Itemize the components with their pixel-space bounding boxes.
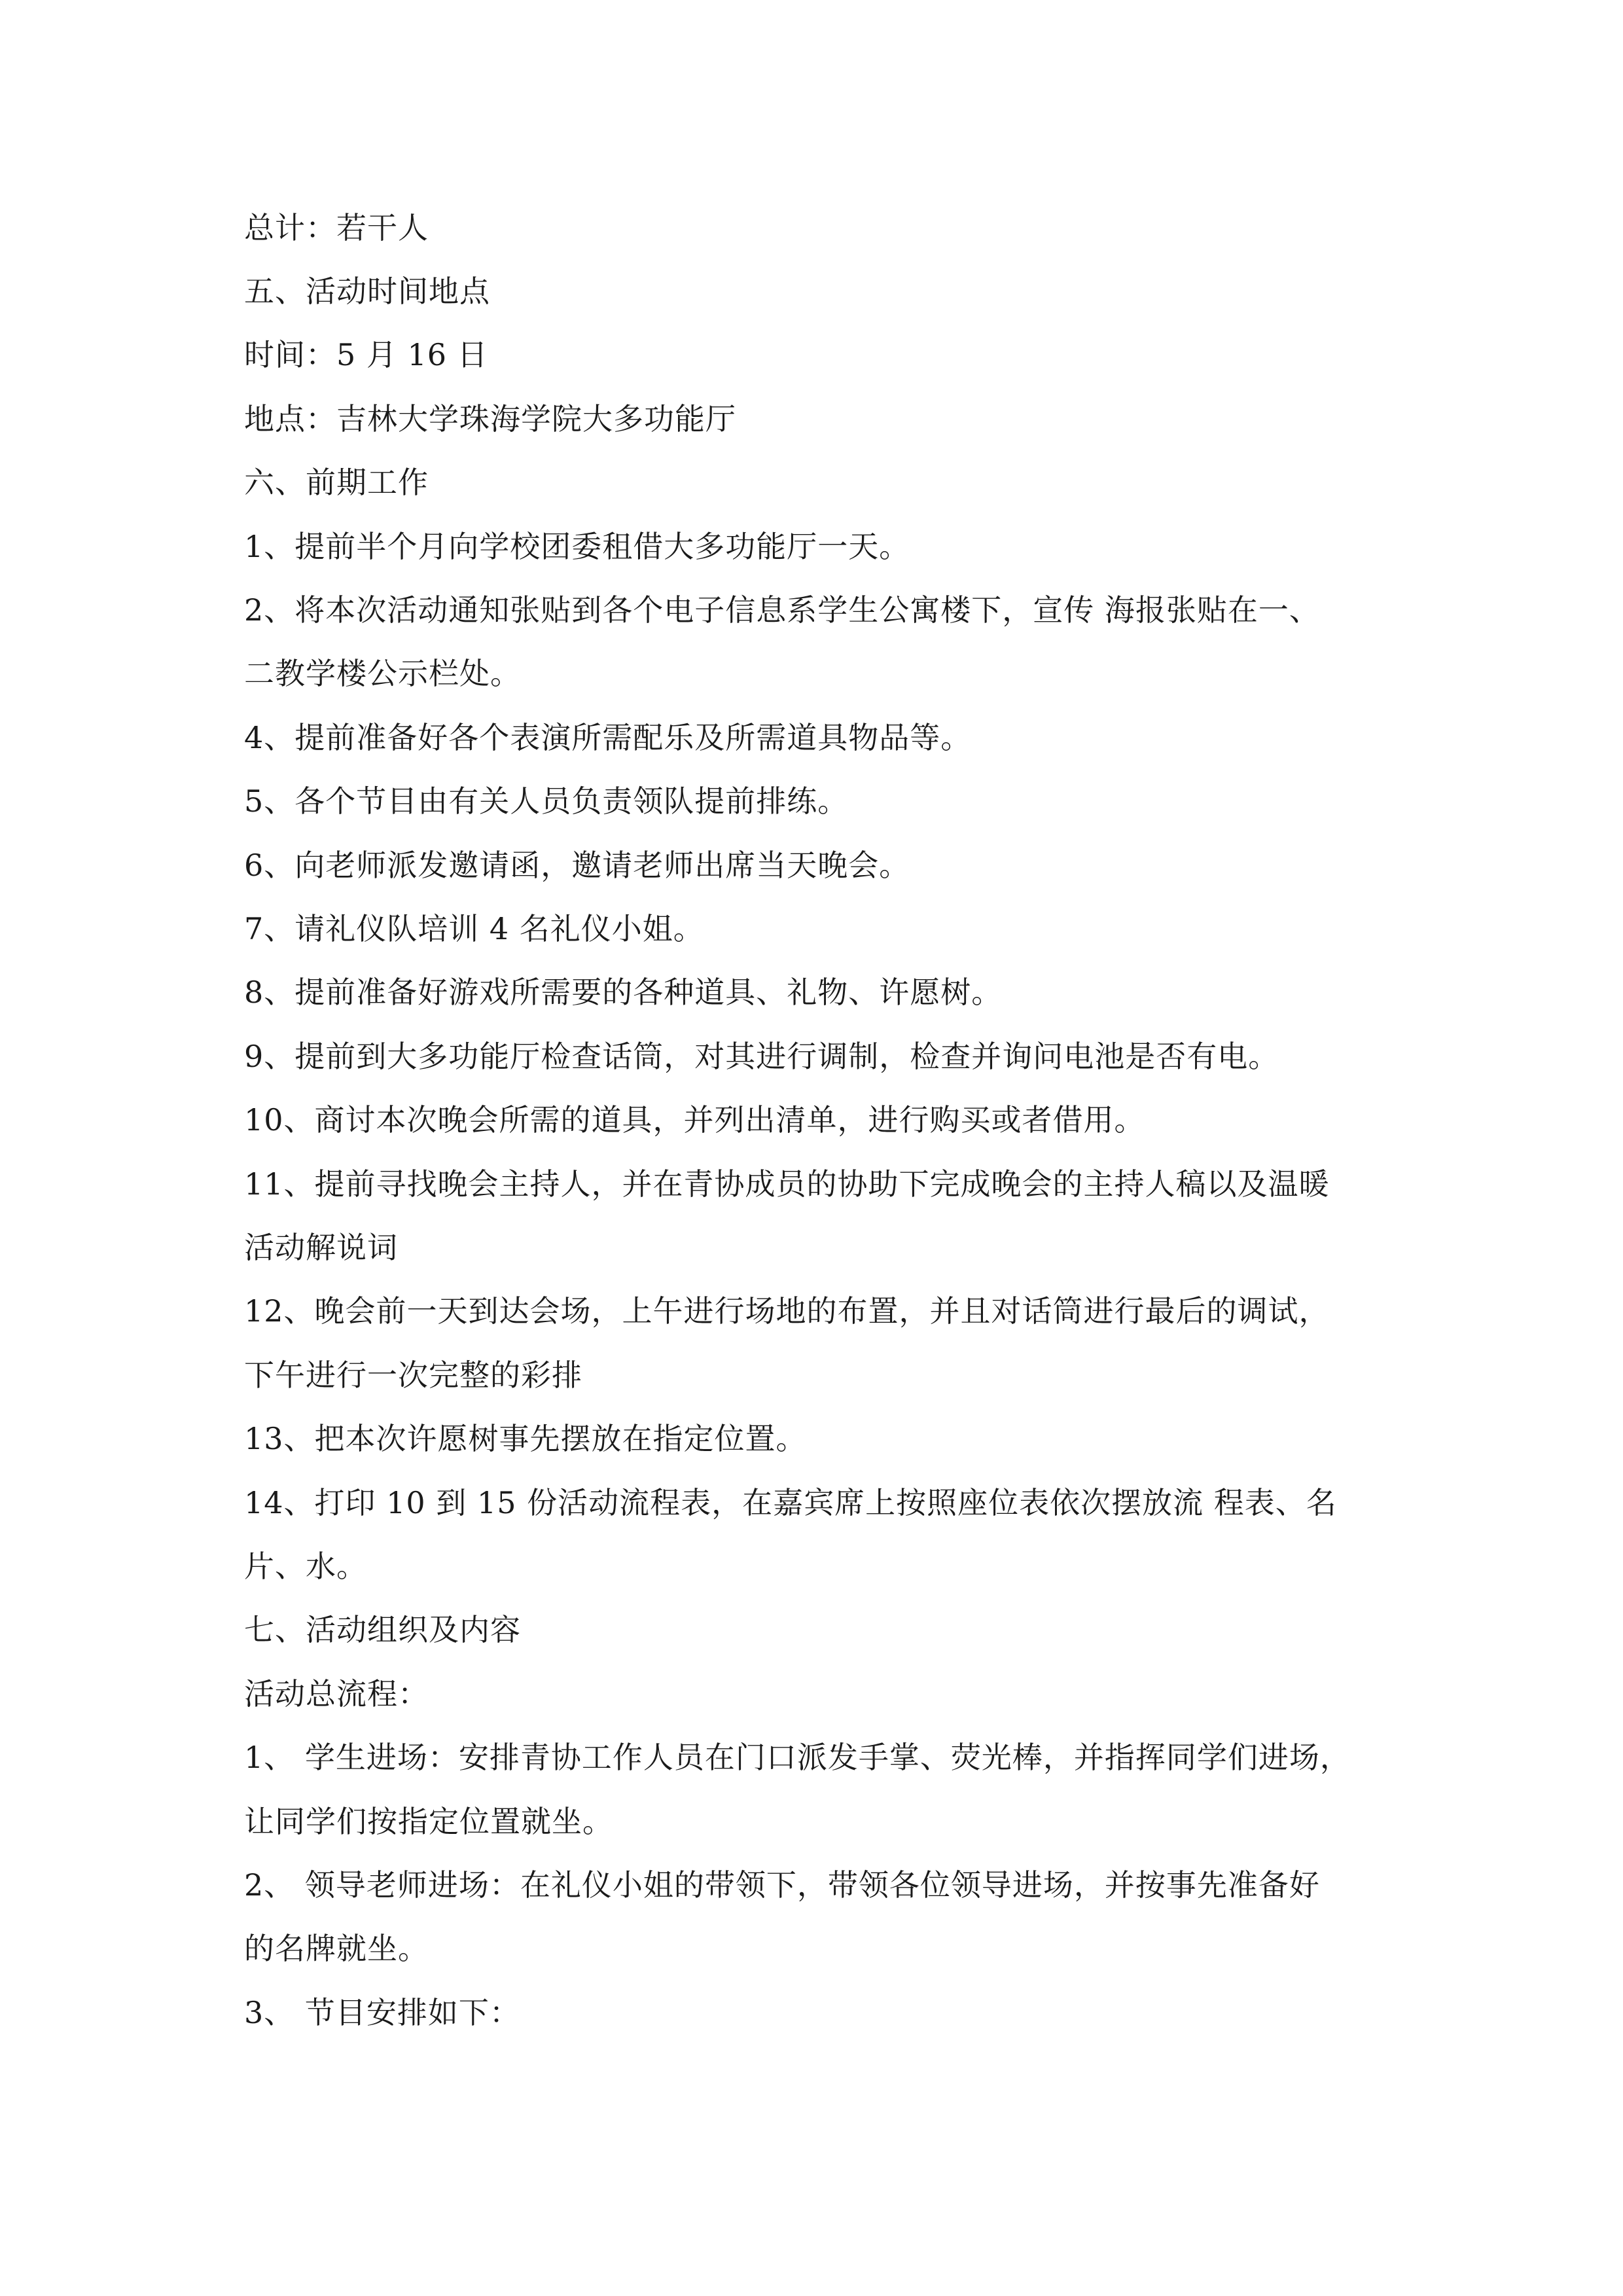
flow-item-2-cont: 的名牌就坐。 [244,1931,429,1966]
line-time: 时间：5 月 16 日 [244,337,488,372]
line-total: 总计：若干人 [244,210,429,245]
list-item-6: 6、向老师派发邀请函，邀请老师出席当天晚会。 [244,848,910,883]
flow-item-1: 1、 学生进场：安排青协工作人员在门口派发手掌、荧光棒，并指挥同学们进场， [244,1740,1351,1775]
list-item-4: 4、提前准备好各个表演所需配乐及所需道具物品等。 [244,720,972,755]
list-item-13: 13、把本次许愿树事先摆放在指定位置。 [244,1421,807,1456]
flow-item-3: 3、 节目安排如下： [244,1995,520,2030]
section-heading-time-place: 五、活动时间地点 [244,274,490,309]
list-item-5: 5、各个节目由有关人员负责领队提前排练。 [244,783,849,819]
flow-item-2: 2、 领导老师进场：在礼仪小姐的带领下，带领各位领导进场，并按事先准备好 [244,1867,1320,1903]
list-item-7: 7、请礼仪队培训 4 名礼仪小姐。 [244,911,704,946]
list-item-12-cont: 下午进行一次完整的彩排 [244,1357,582,1393]
section-heading-organization: 七、活动组织及内容 [244,1612,521,1647]
flow-heading: 活动总流程： [244,1676,429,1712]
list-item-10: 10、商讨本次晚会所需的道具，并列出清单，进行购买或者借用。 [244,1102,1145,1138]
list-item-14-cont: 片、水。 [244,1549,367,1584]
section-heading-preparation: 六、前期工作 [244,465,429,500]
list-item-12: 12、晚会前一天到达会场，上午进行场地的布置，并且对话筒进行最后的调试， [244,1293,1330,1329]
flow-item-1-cont: 让同学们按指定位置就坐。 [244,1804,613,1839]
list-item-11: 11、提前寻找晚会主持人，并在青协成员的协助下完成晚会的主持人稿以及温暖 [244,1166,1330,1202]
list-item-9: 9、提前到大多功能厅检查话筒，对其进行调制，检查并询问电池是否有电。 [244,1039,1279,1074]
list-item-8: 8、提前准备好游戏所需要的各种道具、礼物、许愿树。 [244,975,1003,1010]
list-item-1: 1、提前半个月向学校团委租借大多功能厅一天。 [244,529,910,564]
list-item-2-cont: 二教学楼公示栏处。 [244,656,521,691]
list-item-14: 14、打印 10 到 15 份活动流程表，在嘉宾席上按照座位表依次摆放流 程表、名 [244,1485,1337,1520]
list-item-11-cont: 活动解说词 [244,1230,398,1265]
list-item-2: 2、将本次活动通知张贴到各个电子信息系学生公寓楼下，宣传 海报张贴在一、 [244,592,1320,628]
line-location: 地点：吉林大学珠海学院大多功能厅 [244,401,736,437]
